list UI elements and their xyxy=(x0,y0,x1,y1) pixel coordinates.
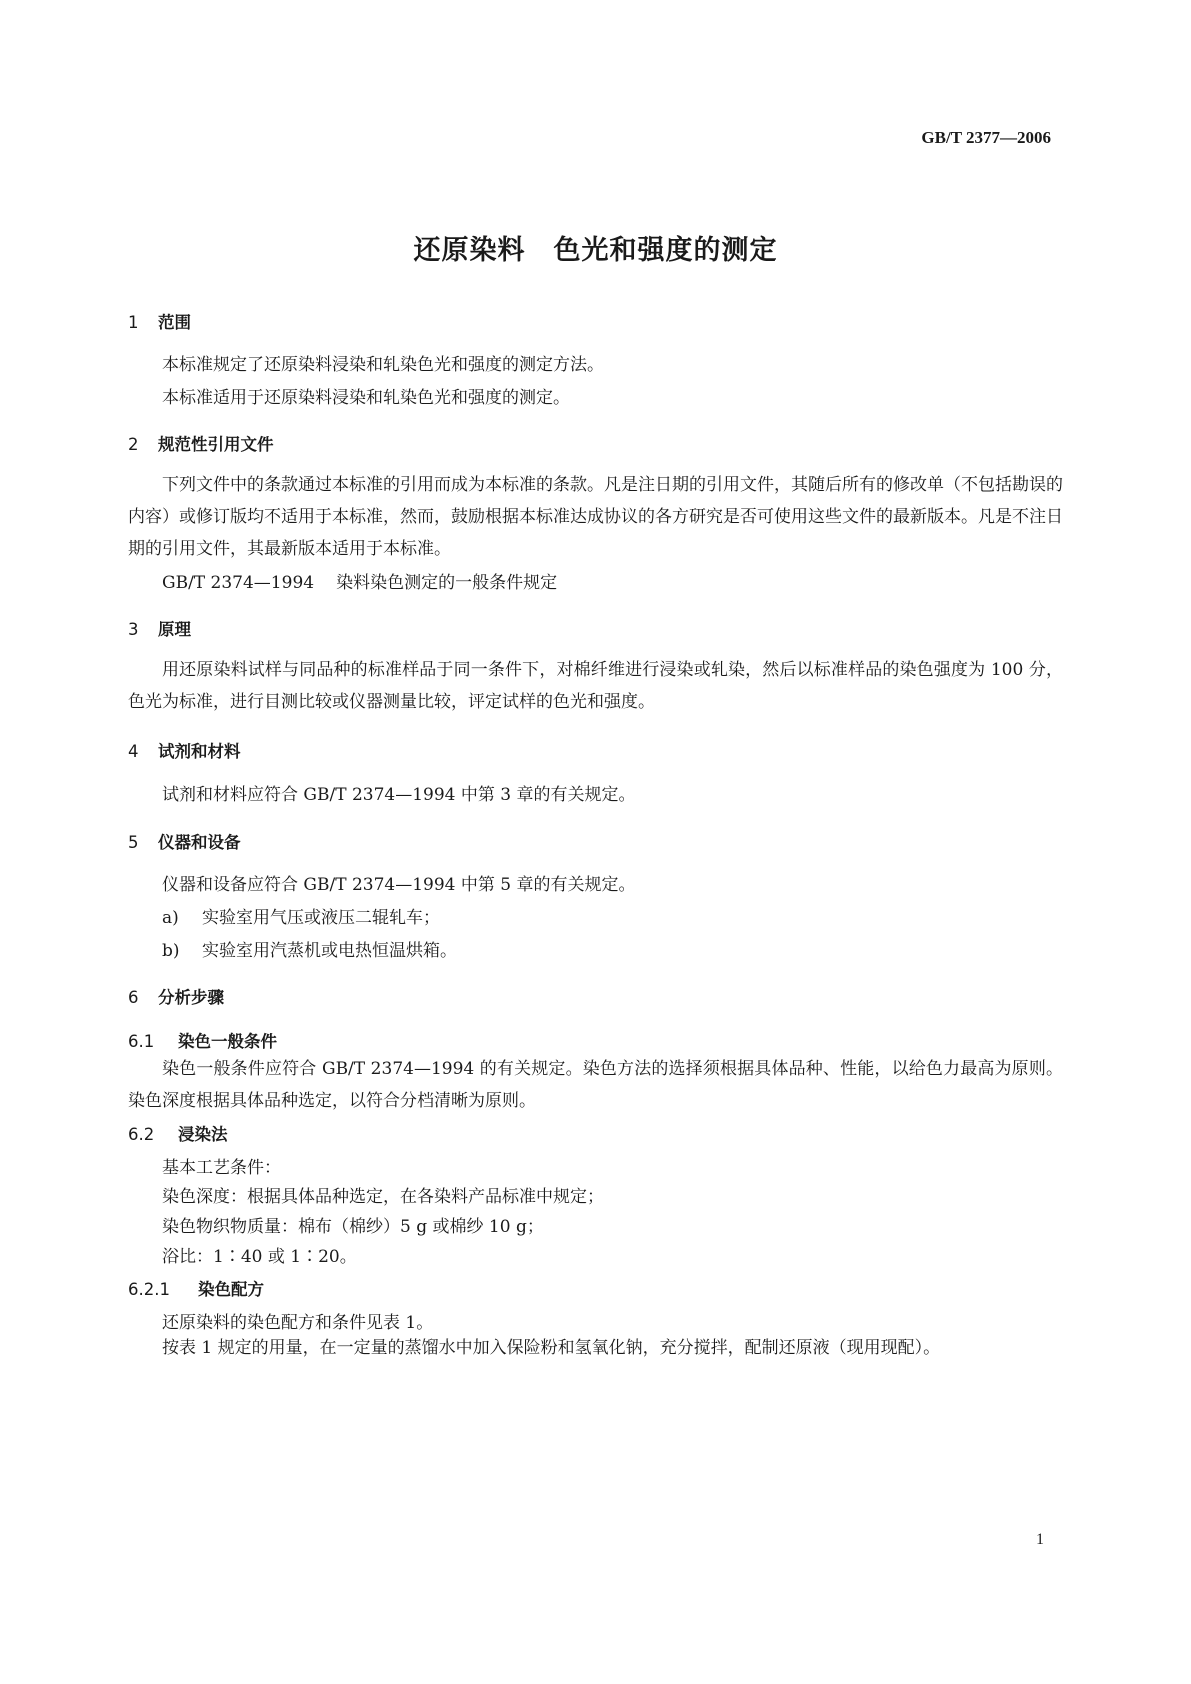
section-4-para: 试剂和材料应符合 GB/T 2374—1994 中第 3 章的有关规定。 xyxy=(162,785,636,805)
section-title: 分析步骤 xyxy=(158,988,224,1007)
section-1-para-2: 本标准适用于还原染料浸染和轧染色光和强度的测定。 xyxy=(162,388,570,408)
section-number: 5 xyxy=(128,833,139,852)
list-item xyxy=(162,936,457,961)
section-number: 2 xyxy=(128,435,139,454)
section-4-heading xyxy=(128,738,241,762)
list-item-text: 实验室用汽蒸机或电热恒温烘箱。 xyxy=(202,941,457,961)
section-1-heading xyxy=(128,309,191,333)
section-3-heading xyxy=(128,616,191,640)
section-title: 范围 xyxy=(158,313,191,332)
section-6-2-heading xyxy=(128,1121,228,1145)
section-number: 6.2 xyxy=(128,1125,155,1144)
section-title: 试剂和材料 xyxy=(158,742,241,761)
section-number: 6 xyxy=(128,988,139,1007)
section-number: 4 xyxy=(128,742,139,761)
list-item-label: a) xyxy=(162,908,179,928)
section-2-para: 下列文件中的条款通过本标准的引用而成为本标准的条款。凡是注日期的引用文件，其随后所有的修改单（不包括勘误的内容）或修订版均不适用于本标准，然而，鼓励根据本标准达成协议的各方研究是否可使用这些文件的最新版本。凡是不注日期的引用文件，其最新版本适用于本标准。 xyxy=(128,475,1063,559)
section-6-2-1-para: 按表 1 规定的用量，在一定量的蒸馏水中加入保险粉和氢氧化钠，充分搅拌，配制还原液（现用现配）。 xyxy=(162,1338,941,1358)
list-item-label: b) xyxy=(162,941,180,961)
section-2-heading xyxy=(128,431,274,455)
section-6-2-1-line: 还原染料的染色配方和条件见表 1。 xyxy=(162,1313,434,1333)
section-title: 染色一般条件 xyxy=(178,1032,277,1051)
section-title: 规范性引用文件 xyxy=(158,435,274,454)
section-6-2-line-1: 基本工艺条件： xyxy=(162,1158,281,1178)
section-number: 3 xyxy=(128,620,139,639)
section-title: 原理 xyxy=(158,620,191,639)
section-5-heading xyxy=(128,829,241,853)
section-number: 6.2.1 xyxy=(128,1280,170,1299)
section-6-1-heading xyxy=(128,1028,277,1052)
standard-code: GB/T 2377—2006 xyxy=(921,128,1051,147)
list-item xyxy=(162,903,440,928)
section-6-2-1-heading xyxy=(128,1276,264,1300)
normative-reference xyxy=(162,568,557,593)
section-6-2-line-4: 浴比：1∶40 或 1∶20。 xyxy=(162,1247,357,1267)
list-item-text: 实验室用气压或液压二辊轧车； xyxy=(202,908,440,928)
section-6-heading xyxy=(128,984,224,1008)
section-number: 1 xyxy=(128,313,139,332)
section-title: 染色配方 xyxy=(198,1280,264,1299)
section-number: 6.1 xyxy=(128,1032,155,1051)
section-title: 仪器和设备 xyxy=(158,833,241,852)
section-title: 浸染法 xyxy=(178,1125,228,1144)
reference-title: 染料染色测定的一般条件规定 xyxy=(336,573,558,593)
reference-code: GB/T 2374—1994 xyxy=(162,573,315,593)
section-1-para-1: 本标准规定了还原染料浸染和轧染色光和强度的测定方法。 xyxy=(162,355,604,375)
page-number: 1 xyxy=(1036,1531,1044,1548)
section-3-para: 用还原染料试样与同品种的标准样品于同一条件下，对棉纤维进行浸染或轧染，然后以标准样品的染色强度为 100 分，色光为标准，进行目测比较或仪器测量比较，评定试样的色光和强度。 xyxy=(128,660,1063,712)
section-6-2-line-3: 染色物织物质量：棉布（棉纱）5 g 或棉纱 10 g； xyxy=(162,1217,544,1237)
section-5-para: 仪器和设备应符合 GB/T 2374—1994 中第 5 章的有关规定。 xyxy=(162,875,636,895)
section-6-2-line-2: 染色深度：根据具体品种选定，在各染料产品标准中规定； xyxy=(162,1187,604,1207)
section-6-1-para: 染色一般条件应符合 GB/T 2374—1994 的有关规定。染色方法的选择须根据具体品种、性能，以给色力最高为原则。染色深度根据具体品种选定，以符合分档清晰为原则。 xyxy=(128,1059,1063,1111)
document-title: 还原染料 色光和强度的测定 xyxy=(413,235,778,266)
